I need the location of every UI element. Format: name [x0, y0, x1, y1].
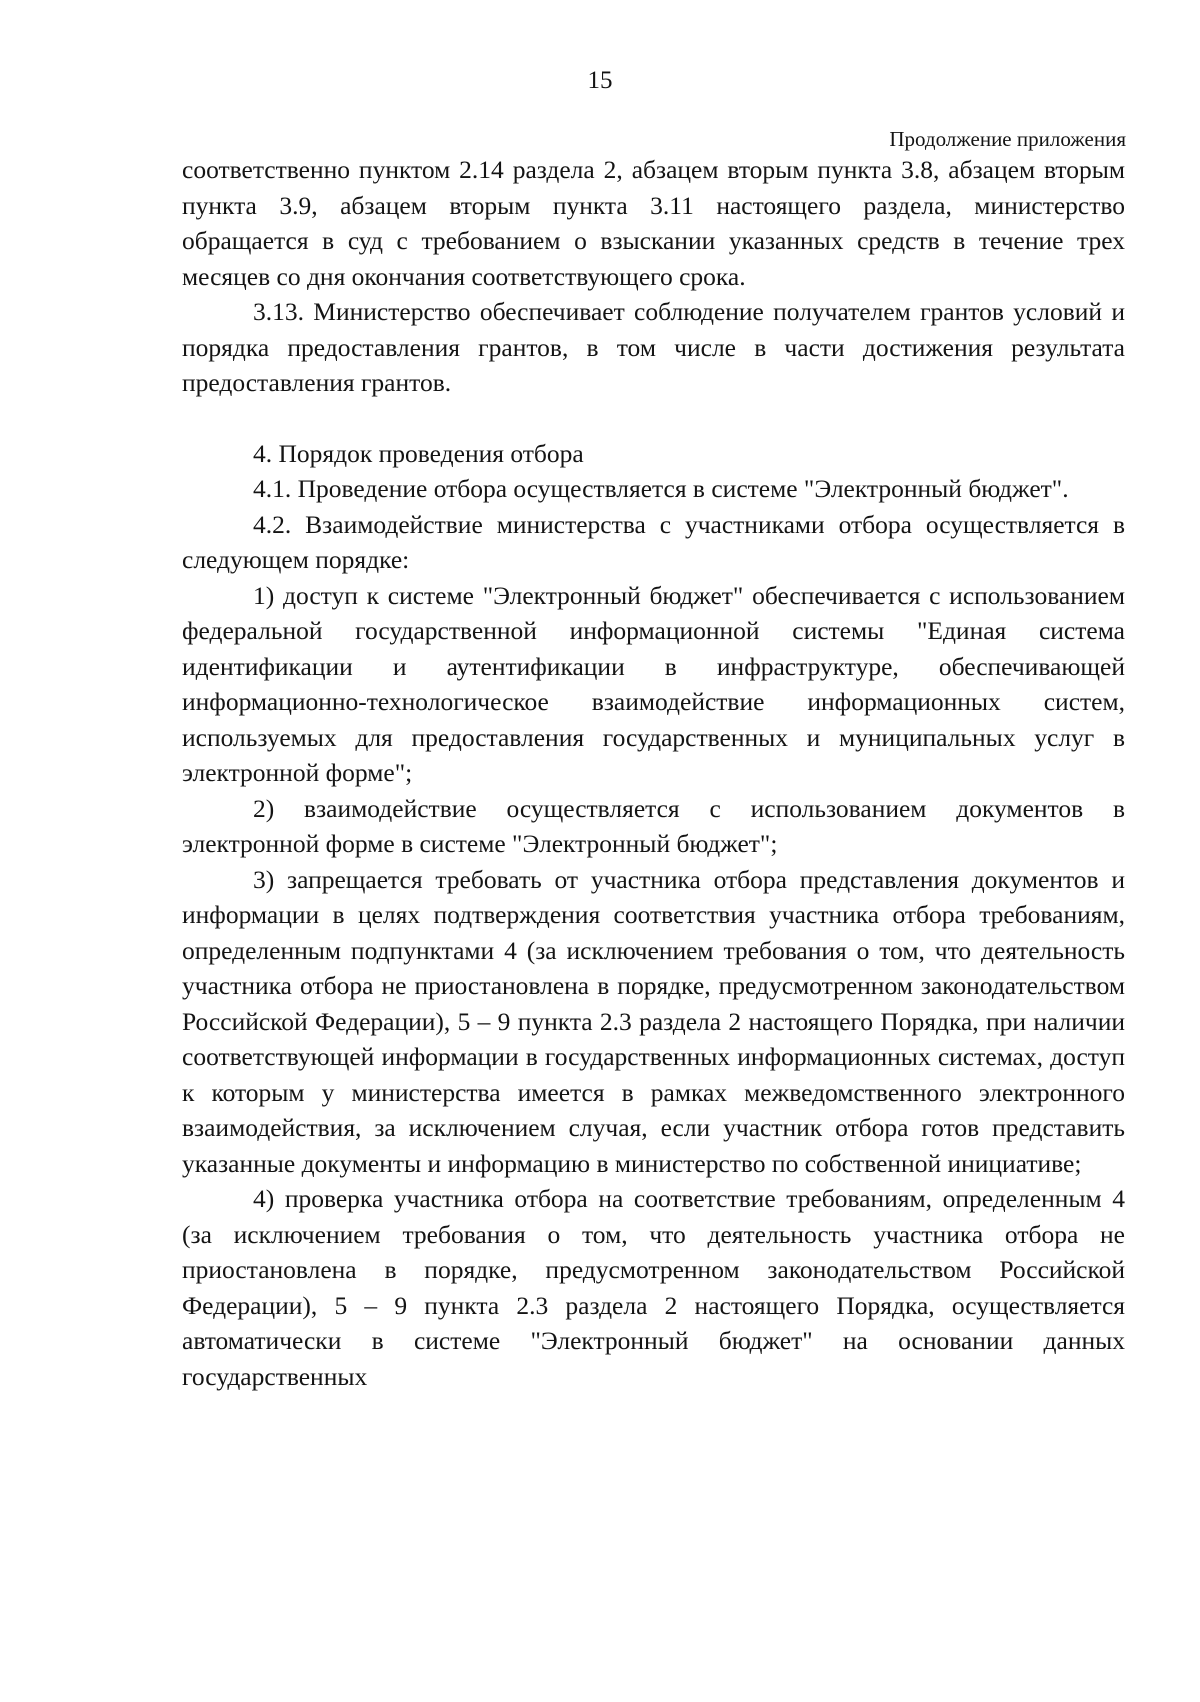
list-item-4: 4) проверка участника отбора на соответствие требованиям, определенным 4 (за исключением требования о том, что деятельность участника отбора не приостановлена в порядке, предусмотренном законодательством Российской Федерации), 5 – 9 пункта 2.3 раздела 2 настоящего Порядка, осуществляется автоматически в системе "Электронный бюджет" на основании данных государственных	[182, 1184, 1125, 1391]
paragraph-continuation: соответственно пунктом 2.14 раздела 2, абзацем вторым пункта 3.8, абзацем вторым пункта 3.9, абзацем вторым пункта 3.11 настоящего раздела, министерство обращается в суд с требованием о взыскании указанных средств в течение трех месяцев со дня окончания соответствующего срока.	[182, 155, 1125, 291]
document-body	[182, 152, 1125, 1394]
list-item-3: 3) запрещается требовать от участника отбора представления документов и информации в целях подтверждения соответствия участника отбора требованиям, определенным подпунктами 4 (за исключением требования о том, что деятельность участника отбора не приостановлена в порядке, предусмотренном законодательством Российской Федерации), 5 – 9 пункта 2.3 раздела 2 настоящего Порядка, при наличии соответствующей информации в государственных информационных системах, доступ к которым у министерства имеется в рамках межведомственного электронного взаимодействия, за исключением случая, если участник отбора готов представить указанные документы и информацию в министерство по собственной инициативе;	[182, 864, 1125, 1178]
list-item-1: 1) доступ к системе "Электронный бюджет" обеспечивается с использованием федеральной государственной информационной системы "Единая система идентификации и аутентификации в инфраструктуре, обеспечивающей информационно-технологическое взаимодействие информационных систем, используемых для предоставления государственных и муниципальных услуг в электронной форме";	[182, 580, 1125, 787]
paragraph-4-2: 4.2. Взаимодействие министерства с участниками отбора осуществляется в следующем порядке:	[182, 509, 1125, 574]
paragraph-4-1: 4.1. Проведение отбора осуществляется в системе "Электронный бюджет".	[253, 474, 1069, 503]
page-number: 15	[587, 67, 613, 94]
paragraph-3-13: 3.13. Министерство обеспечивает соблюдение получателем грантов условий и порядка предоставления грантов, в том числе в части достижения результата предоставления грантов.	[182, 297, 1125, 397]
list-item-2: 2) взаимодействие осуществляется с использованием документов в электронной форме в системе "Электронный бюджет";	[182, 793, 1125, 858]
section-heading-4: 4. Порядок проведения отбора	[253, 438, 584, 468]
running-header: Продолжение приложения	[889, 127, 1126, 151]
